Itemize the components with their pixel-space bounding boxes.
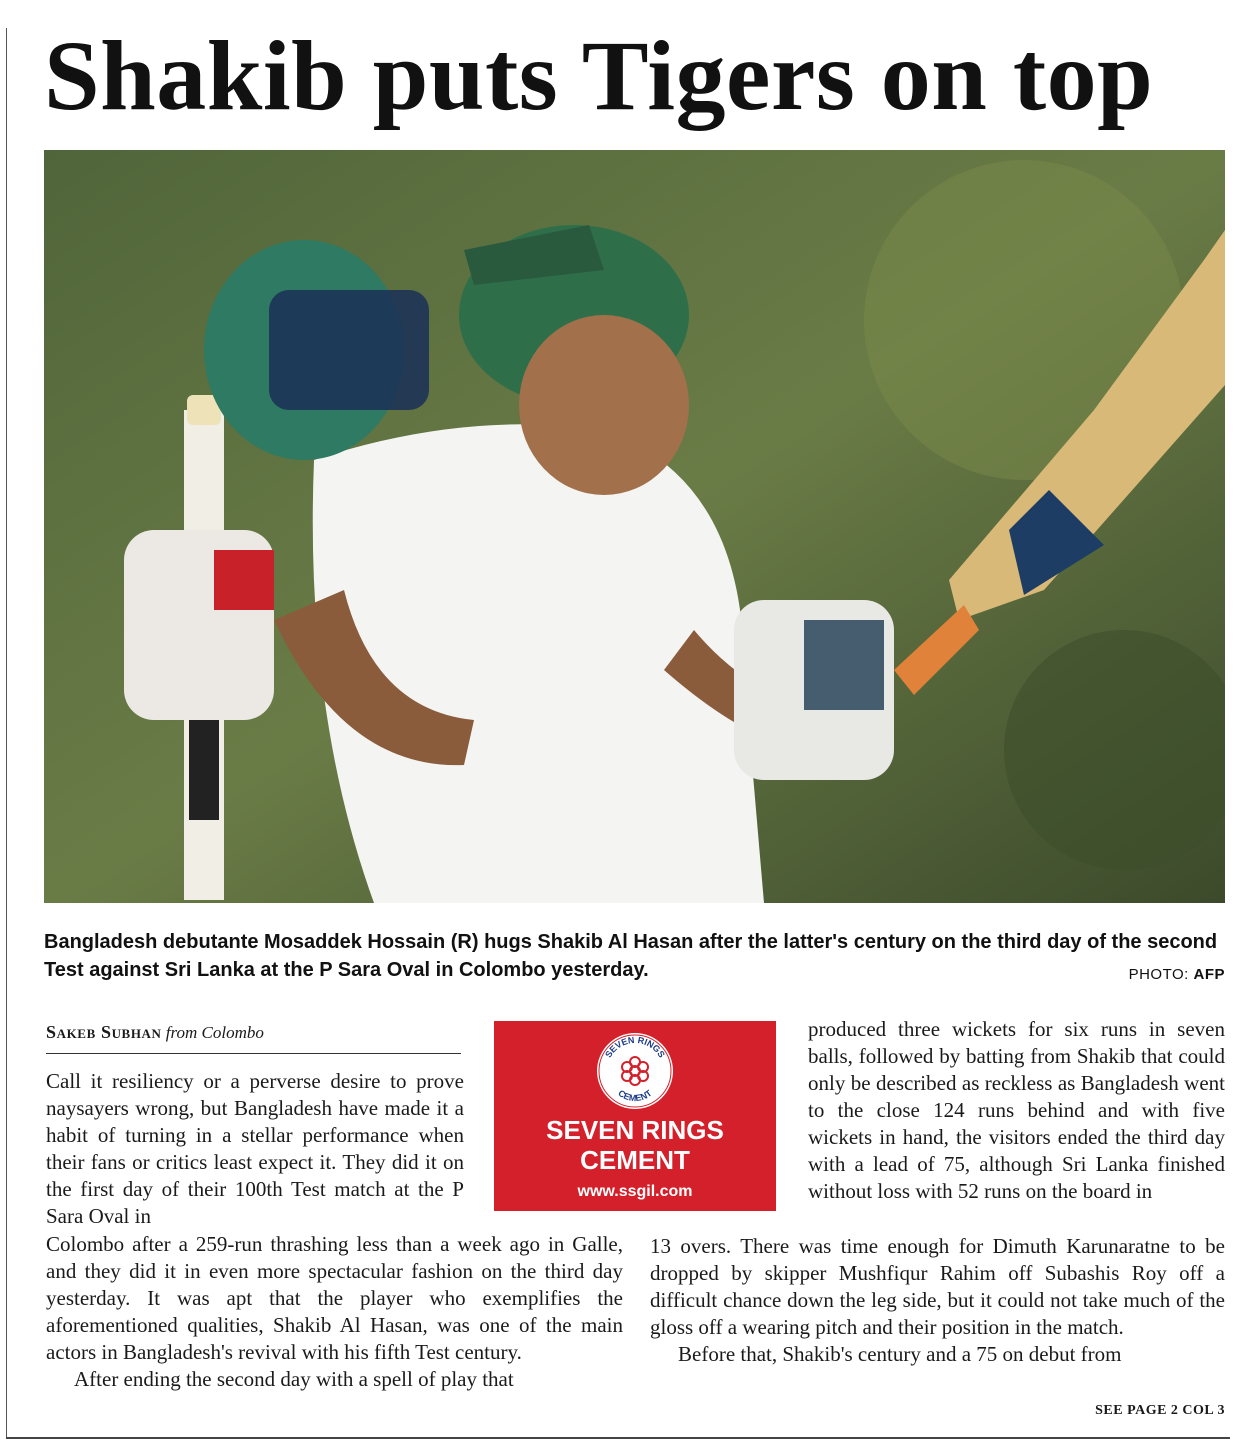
page-bottom-rule xyxy=(6,1437,1230,1439)
caption-text: Bangladesh debutante Mosaddek Hossain (R) hugs Shakib Al Hasan after the latter's century on the third day of the second Test against Sri Lanka at the P Sara Oval in Colombo yesterday. xyxy=(44,931,1218,981)
headline: Shakib puts Tigers on top xyxy=(44,20,1154,131)
news-photo xyxy=(44,150,1225,903)
body-column-1-top xyxy=(46,1068,464,1230)
body-paragraph-1b: Colombo after a 259-run thrashing less than a week ago in Galle, and they did it in even more spectacular fashion on the third day yesterday. It was apt that the player who exemplifies the aforementioned qualities, Shakib Al Hasan, was one of the main actors in Bangladesh's revival with his fifth Test century. xyxy=(46,1232,623,1364)
advert-url[interactable]: www.ssgil.com xyxy=(577,1183,693,1200)
body-paragraph-4: Before that, Shakib's century and a 75 on debut from xyxy=(678,1342,1122,1366)
photo-credit xyxy=(1129,966,1225,983)
continuation-note[interactable]: SEE PAGE 2 COL 3 xyxy=(1095,1403,1225,1418)
photo-illustration xyxy=(44,150,1225,903)
body-paragraph-2: After ending the second day with a spell of play that xyxy=(74,1367,514,1391)
photo-caption xyxy=(44,928,1225,984)
body-paragraph-1a: Call it resiliency or a perverse desire to prove naysayers wrong, but Bangladesh have made it a habit of turning in a stellar performance when their fans or critics least expect it. They did it on the first day of their 100th Test match at the P Sara Oval in xyxy=(46,1069,464,1228)
logo-text-top: SEVEN RINGS xyxy=(603,1034,667,1060)
body-column-3-top xyxy=(808,1016,1225,1205)
body-paragraph-3b: 13 overs. There was time enough for Dimuth Karunaratne to be dropped by skipper Mushfiqur Rahim off Subashis Roy off a difficult chance down the leg side, but it could not take much of the gloss off a wearing pitch and their position in the match. xyxy=(650,1234,1225,1339)
body-paragraph-3a: produced three wickets for six runs in seven balls, followed by batting from Shakib that could only be described as reckless as Bangladesh went to the close 124 runs behind and with five wickets in hand, the visitors ended the third day with a lead of 75, although Sri Lanka finished without loss with 52 runs on the board in xyxy=(808,1017,1225,1203)
body-column-1-bottom xyxy=(46,1231,623,1393)
seven-rings-logo-icon xyxy=(595,1031,675,1111)
body-column-2-bottom xyxy=(650,1233,1225,1368)
byline-name: Sakeb Subhan xyxy=(46,1022,162,1042)
byline xyxy=(46,1020,461,1045)
photo-credit-agency: AFP xyxy=(1193,966,1225,983)
page-left-rule xyxy=(6,28,7,1438)
photo-credit-label: PHOTO: xyxy=(1128,966,1189,983)
logo-text-bottom: CEMENT xyxy=(616,1087,654,1104)
byline-location: from Colombo xyxy=(165,1023,264,1042)
seven-rings-cement-advert[interactable] xyxy=(494,1021,776,1211)
byline-divider xyxy=(46,1053,461,1054)
advert-brand: SEVEN RINGS CEMENT xyxy=(546,1115,724,1175)
